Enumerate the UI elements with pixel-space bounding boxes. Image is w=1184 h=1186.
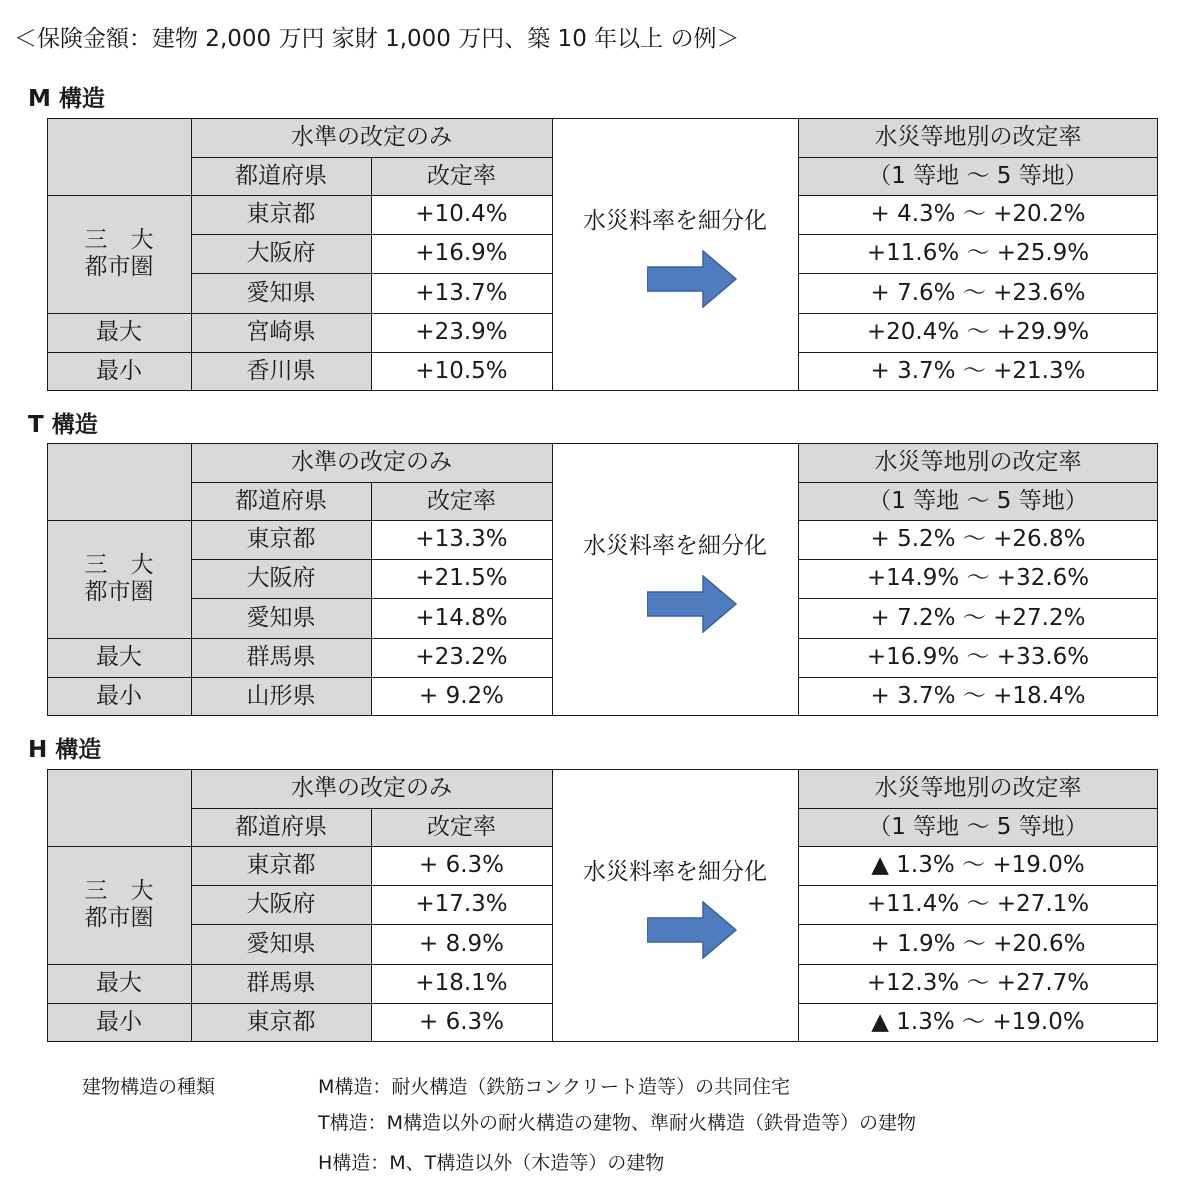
grid-line	[798, 352, 1158, 353]
grid-line	[798, 559, 1158, 560]
grid-line	[47, 964, 552, 965]
header-blank-cell	[47, 769, 191, 846]
prefecture-cell: 東京都	[191, 195, 371, 234]
max-label: 最大	[47, 638, 191, 677]
level-only-header: 水準の改定のみ	[191, 118, 552, 157]
grid-line	[798, 520, 1158, 521]
grid-line	[798, 808, 1158, 809]
grid-line	[798, 1003, 1158, 1004]
prefecture-cell: 大阪府	[191, 885, 371, 924]
page-caption: ＜保険金額：建物 2,000 万円 家財 1,000 万円、築 10 年以上 の例＞	[14, 26, 740, 52]
grid-line	[371, 808, 372, 1042]
max-label: 最大	[47, 964, 191, 1003]
grid-line	[47, 520, 552, 521]
rate-header: 改定率	[371, 157, 552, 195]
prefecture-header: 都道府県	[191, 808, 371, 846]
grid-line	[798, 846, 1158, 847]
header-blank-cell	[47, 443, 191, 520]
big-three-line2: 都市圏	[84, 254, 154, 280]
flood-rate-header: 水災等地別の改定率	[798, 443, 1158, 482]
section-title: T 構造	[28, 412, 98, 438]
range-cell: + 5.2% ～ +26.8%	[870, 526, 1086, 552]
grid-line	[47, 313, 552, 314]
big-three-label	[47, 846, 191, 964]
big-three-label	[47, 195, 191, 313]
prefecture-header: 都道府県	[191, 482, 371, 520]
prefecture-cell: 愛知県	[191, 924, 371, 964]
prefecture-cell: 大阪府	[191, 559, 371, 598]
grid-line	[47, 638, 552, 639]
rate-cell: +13.7%	[415, 279, 508, 306]
arrow-label: 水災料率を細分化	[583, 208, 767, 234]
section-title: H 構造	[28, 737, 102, 763]
grid-line	[47, 195, 552, 196]
rate-cell: + 9.2%	[418, 683, 504, 709]
grid-line	[798, 157, 1158, 158]
grade-range-header: （1 等地 ～ 5 等地）	[798, 808, 1158, 846]
grid-line	[798, 638, 1158, 639]
level-only-header: 水準の改定のみ	[191, 443, 552, 482]
max-label: 最大	[47, 313, 191, 352]
prefecture-cell: 群馬県	[191, 638, 371, 677]
rate-cell: + 6.3%	[418, 1009, 504, 1035]
grid-line	[191, 769, 192, 1042]
rate-table	[47, 118, 1158, 391]
prefecture-cell: 山形県	[191, 677, 371, 716]
arrow-label: 水災料率を細分化	[583, 533, 767, 559]
rate-cell: +23.9%	[415, 319, 508, 345]
range-cell: + 7.2% ～ +27.2%	[870, 604, 1086, 631]
section-title: M 構造	[28, 86, 105, 112]
rate-header: 改定率	[371, 482, 552, 520]
min-label: 最小	[47, 352, 191, 391]
prefecture-cell: 大阪府	[191, 234, 371, 273]
rate-cell: +14.8%	[415, 604, 508, 631]
prefecture-cell: 香川県	[191, 352, 371, 391]
rate-table	[47, 443, 1158, 716]
grid-line	[798, 195, 1158, 196]
big-three-line2: 都市圏	[84, 579, 154, 605]
grid-line	[191, 443, 192, 716]
legend-line-t: T構造：M構造以外の耐火構造の建物、準耐火構造（鉄骨造等）の建物	[318, 1112, 917, 1134]
flood-rate-header: 水災等地別の改定率	[798, 118, 1158, 157]
rate-cell: +10.5%	[415, 358, 508, 384]
min-label: 最小	[47, 677, 191, 716]
rate-cell: +10.4%	[415, 201, 508, 227]
prefecture-header: 都道府県	[191, 157, 371, 195]
range-cell: + 1.9% ～ +20.6%	[870, 930, 1086, 957]
legend-line-m: M構造：耐火構造（鉄筋コンクリート造等）の共同住宅	[318, 1076, 791, 1098]
right-arrow-icon	[647, 901, 737, 959]
rate-cell: +21.5%	[415, 565, 508, 591]
grid-line	[798, 482, 1158, 483]
grid-line	[798, 677, 1158, 678]
prefecture-cell: 東京都	[191, 520, 371, 559]
grid-line	[371, 157, 372, 391]
right-arrow-icon	[647, 575, 737, 633]
rate-cell: +16.9%	[415, 240, 508, 266]
right-arrow-icon	[647, 250, 737, 308]
legend-title: 建物構造の種類	[82, 1076, 216, 1098]
range-cell: +11.6% ～ +25.9%	[866, 240, 1090, 266]
grade-range-header: （1 等地 ～ 5 等地）	[798, 482, 1158, 520]
min-label: 最小	[47, 1003, 191, 1042]
grid-line	[47, 352, 552, 353]
rate-cell: + 6.3%	[418, 852, 504, 878]
prefecture-cell: 東京都	[191, 846, 371, 885]
rate-cell: + 8.9%	[418, 930, 504, 957]
prefecture-cell: 東京都	[191, 1003, 371, 1042]
range-cell: + 4.3% ～ +20.2%	[870, 201, 1086, 227]
level-only-header: 水準の改定のみ	[191, 769, 552, 808]
rate-cell: +17.3%	[415, 891, 508, 917]
grid-line	[798, 924, 1158, 925]
rate-cell: +18.1%	[415, 970, 508, 996]
arrow-shape	[647, 251, 736, 307]
prefecture-cell: 愛知県	[191, 598, 371, 638]
flood-rate-header: 水災等地別の改定率	[798, 769, 1158, 808]
grid-line	[47, 1003, 552, 1004]
range-cell: + 3.7% ～ +21.3%	[870, 358, 1086, 384]
rate-header: 改定率	[371, 808, 552, 846]
prefecture-cell: 群馬県	[191, 964, 371, 1003]
big-three-label	[47, 520, 191, 638]
range-cell: +16.9% ～ +33.6%	[866, 644, 1090, 670]
big-three-line2: 都市圏	[84, 905, 154, 931]
big-three-line1: 三 大	[84, 552, 154, 578]
arrow-label: 水災料率を細分化	[583, 859, 767, 885]
rate-cell: +13.3%	[415, 526, 508, 552]
grid-line	[798, 234, 1158, 235]
range-cell: + 3.7% ～ +18.4%	[870, 683, 1086, 709]
prefecture-cell: 愛知県	[191, 273, 371, 313]
range-cell: ▲ 1.3% ～ +19.0%	[871, 1009, 1085, 1035]
big-three-line1: 三 大	[84, 227, 154, 253]
grid-line	[47, 846, 552, 847]
range-cell: +12.3% ～ +27.7%	[866, 970, 1090, 996]
range-cell: +11.4% ～ +27.1%	[866, 891, 1090, 917]
arrow-shape	[647, 576, 736, 632]
grid-line	[371, 482, 372, 716]
legend-line-h: H構造：M、T構造以外（木造等）の建物	[318, 1152, 665, 1174]
range-cell: +14.9% ～ +32.6%	[866, 565, 1090, 591]
big-three-line1: 三 大	[84, 878, 154, 904]
prefecture-cell: 宮崎県	[191, 313, 371, 352]
grid-line	[191, 118, 192, 391]
grid-line	[798, 964, 1158, 965]
range-cell: + 7.6% ～ +23.6%	[870, 279, 1086, 306]
range-cell: ▲ 1.3% ～ +19.0%	[871, 852, 1085, 878]
grid-line	[798, 885, 1158, 886]
grid-line	[47, 677, 552, 678]
grid-line	[798, 313, 1158, 314]
rate-table	[47, 769, 1158, 1042]
rate-cell: +23.2%	[415, 644, 508, 670]
arrow-shape	[647, 902, 736, 958]
header-blank-cell	[47, 118, 191, 195]
grid-line	[798, 273, 1158, 274]
grid-line	[798, 598, 1158, 599]
range-cell: +20.4% ～ +29.9%	[866, 319, 1090, 345]
grade-range-header: （1 等地 ～ 5 等地）	[798, 157, 1158, 195]
